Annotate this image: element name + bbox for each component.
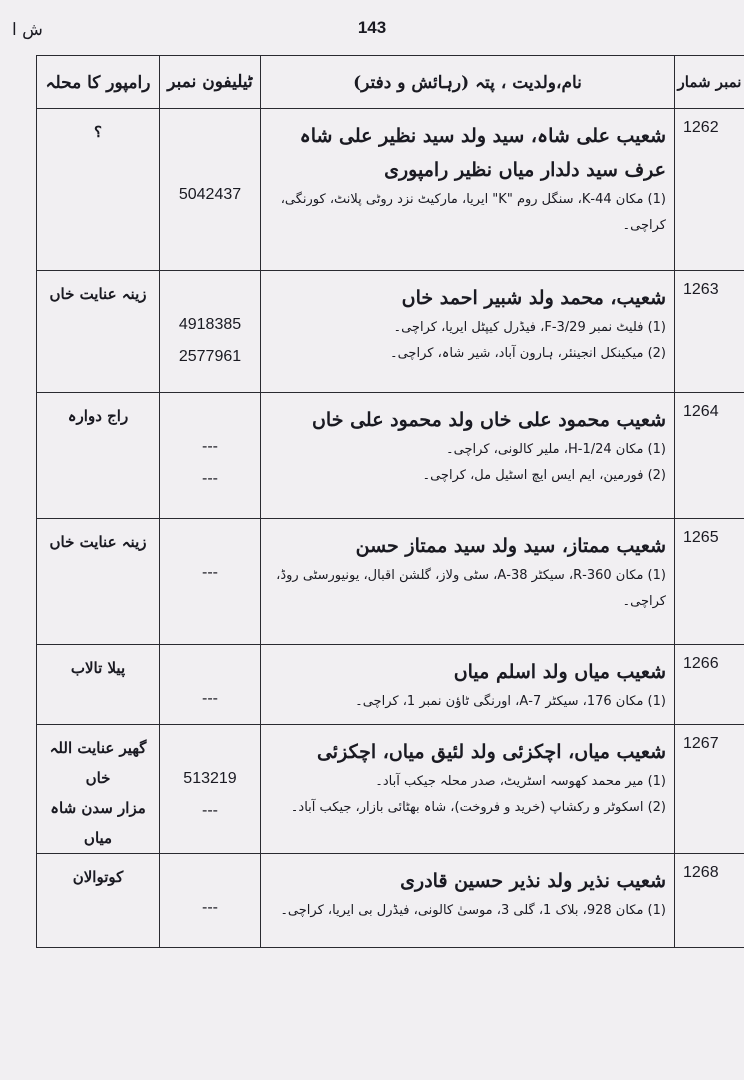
phone-cell [160,519,261,645]
address-line: (1) مکان 1/24-H، ملیر کالونی، کراچی۔ [446,442,666,457]
header-phone: ٹیلیفون نمبر [160,56,261,109]
area-cell [37,271,160,393]
address-line: (2) اسکوٹر و رکشاپ (خرید و فروخت)، شاہ بھٹائی بازار، جیکب آباد۔ [290,800,666,815]
table-row [37,854,744,948]
person-name: شعیب علی شاہ، سید ولد سید نظیر علی شاہ [299,125,666,147]
phone-number: --- [202,690,218,707]
address-line: (1) مکان 44-K، سنگل روم "K" ایریا، مارکیٹ نزد روٹی پلانٹ، کورنگی، [280,192,666,207]
phone-number: --- [202,438,218,455]
area-cell [37,645,160,725]
area-name: ؟ [94,123,102,141]
area-name: مزار سدن شاہ میاں [50,799,146,847]
phone-cell [160,725,261,854]
serial-number: 1263 [675,271,744,393]
area-name: کوتوالان [72,868,124,886]
serial-number: 1266 [675,645,744,725]
phone-cell [160,109,261,271]
area-name: زینہ عنایت خاں [49,533,147,551]
serial-number: 1267 [675,725,744,854]
name-address-cell [261,109,675,271]
name-address-cell [261,271,675,393]
area-name: پیلا تالاب [70,659,126,677]
address-line: (1) مکان 928، بلاک 1، گلی 3، موسیٰ کالونی، فیڈرل بی ایریا، کراچی۔ [280,903,666,918]
address-line: (2) میکینکل انجینئر، ہارون آباد، شیر شاہ، کراچی۔ [389,346,666,361]
person-name: عرف سید دلدار میاں نظیر رامپوری [384,159,666,181]
area-cell [37,393,160,519]
table-row [37,645,744,725]
address-line: (2) فورمین، ایم ایس ایچ اسٹیل مل، کراچی۔ [422,468,666,483]
table-body [37,109,744,948]
phone-number: --- [202,470,218,487]
phone-number: --- [202,899,218,916]
name-address-cell [261,725,675,854]
name-address-cell [261,854,675,948]
header-name: نام،ولدیت ، پتہ (رہائش و دفتر) [261,56,675,109]
area-cell [37,725,160,854]
name-address-cell [261,645,675,725]
serial-number: 1262 [675,109,744,271]
phone-number [160,731,260,763]
phone-number [160,277,260,309]
phone-number: --- [202,564,218,581]
phone-number [160,147,260,179]
person-name: شعیب نذیر ولد نذیر حسین قادری [400,870,666,892]
table-row [37,519,744,645]
header-serial: نمبر شمار [675,56,744,109]
name-address-cell [261,519,675,645]
serial-number: 1268 [675,854,744,948]
serial-number: 1264 [675,393,744,519]
area-name: گھیر عنایت اللہ خاں [49,739,147,787]
phone-number: 2577961 [178,348,242,365]
serial-number: 1265 [675,519,744,645]
person-name: شعیب میاں ولد اسلم میاں [453,661,666,683]
phone-cell [160,271,261,393]
area-cell [37,519,160,645]
person-name: شعیب میاں، اچکزئی ولد لئیق میاں، اچکزئی [316,741,666,763]
table-row [37,725,744,854]
table-row [37,109,744,271]
address-line: (1) مکان 360-R، سیکٹر 38-A، سٹی ولاز، گلشن اقبال، یونیورسٹی روڈ، [276,568,666,583]
name-address-cell [261,393,675,519]
address-line: (1) مکان 176، سیکٹر 7-A، اورنگی ٹاؤن نمبر 1، کراچی۔ [355,694,666,709]
area-cell [37,854,160,948]
person-name: شعیب ممتاز، سید ولد سید ممتاز حسن [355,535,666,557]
phone-number: 4918385 [178,316,242,333]
page-corner-mark: ش ا [12,20,43,40]
phone-number [160,115,260,147]
header-row [37,56,744,109]
person-name: شعیب، محمد ولد شبیر احمد خاں [401,287,666,309]
area-name: راج دوارہ [67,407,129,425]
table-row [37,393,744,519]
area-cell [37,109,160,271]
phone-number: 513219 [183,770,237,787]
address-line: کراچی۔ [622,594,666,609]
phone-number: --- [202,802,218,819]
person-name: شعیب محمود علی خاں ولد محمود علی خاں [311,409,666,431]
phone-cell [160,393,261,519]
phone-number [160,860,260,892]
phone-number: 5042437 [178,186,242,203]
phone-cell [160,645,261,725]
phone-number [160,651,260,683]
register-table [36,55,744,948]
phone-cell [160,854,261,948]
header-area: رامپور کا محلہ [37,56,160,109]
address-line: (1) میر محمد کھوسہ اسٹریٹ، صدر محلہ جیکب آباد۔ [375,774,666,789]
table-row [37,271,744,393]
phone-number [160,399,260,431]
page-number: 143 [357,18,387,37]
area-name: زینہ عنایت خاں [49,285,147,303]
address-line: (1) فلیٹ نمبر 3/29-F، فیڈرل کیپٹل ایریا، کراچی۔ [393,320,666,335]
phone-number [160,525,260,557]
address-line: کراچی۔ [622,218,666,233]
